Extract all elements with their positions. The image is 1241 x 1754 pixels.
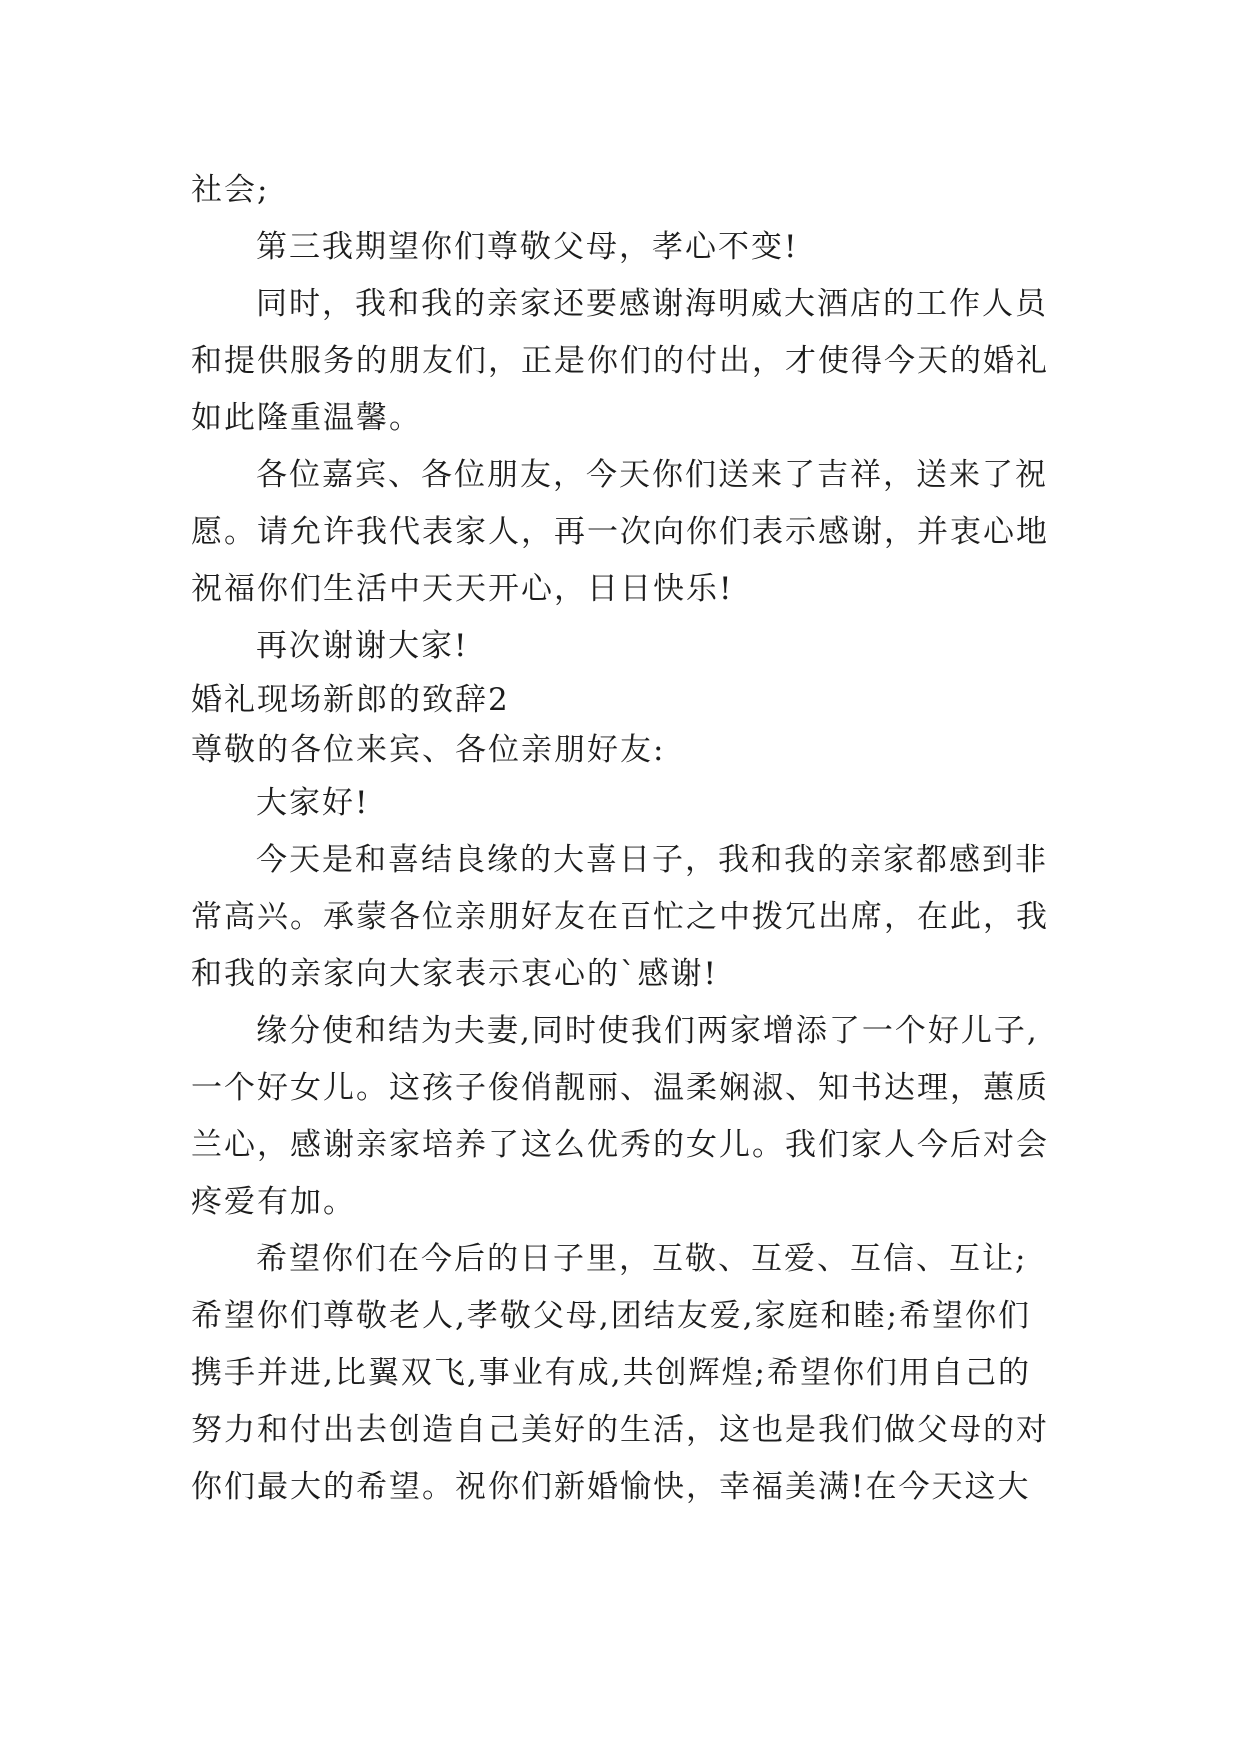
text-line: 各位嘉宾、各位朋友，今天你们送来了吉祥，送来了祝 [256,457,1048,493]
text-line: 和我的亲家向大家表示衷心的`感谢! [191,956,718,992]
text-line: 你们最大的希望。祝你们新婚愉快，幸福美满!在今天这大 [191,1469,1031,1505]
text-line: 希望你们在今后的日子里，互敬、互爱、互信、互让; [256,1241,1028,1277]
text-line: 祝福你们生活中天天开心，日日快乐! [191,571,734,607]
text-line: 努力和付出去创造自己美好的生活，这也是我们做父母的对 [191,1412,1049,1448]
text-line: 社会; [191,172,270,208]
text-line: 如此隆重温馨。 [191,400,422,436]
text-line: 和提供服务的朋友们，正是你们的付出，才使得今天的婚礼 [191,343,1049,379]
text-line: 一个好女儿。这孩子俊俏靓丽、温柔娴淑、知书达理，蕙质 [191,1070,1049,1106]
text-line: 同时，我和我的亲家还要感谢海明威大酒店的工作人员 [256,286,1048,322]
text-line: 第三我期望你们尊敬父母，孝心不变! [256,229,799,265]
text-line: 大家好! [256,785,370,821]
text-line: 兰心，感谢亲家培养了这么优秀的女儿。我们家人今后对会 [191,1127,1049,1163]
text-line: 今天是和喜结良缘的大喜日子，我和我的亲家都感到非 [256,842,1048,878]
text-line: 携手并进,比翼双飞,事业有成,共创辉煌;希望你们用自己的 [191,1355,1032,1391]
text-line: 疼爱有加。 [191,1184,356,1220]
text-line: 常高兴。承蒙各位亲朋好友在百忙之中拨冗出席，在此，我 [191,899,1049,935]
text-line: 希望你们尊敬老人,孝敬父母,团结友爱,家庭和睦;希望你们 [191,1298,1032,1334]
section-heading: 婚礼现场新郎的致辞2 [191,682,510,718]
text-line: 愿。请允许我代表家人，再一次向你们表示感谢，并衷心地 [191,514,1049,550]
text-line: 再次谢谢大家! [256,628,469,664]
text-line: 缘分使和结为夫妻,同时使我们两家增添了一个好儿子, [256,1013,1039,1049]
salutation: 尊敬的各位来宾、各位亲朋好友: [191,732,666,768]
document-body [191,162,1053,1516]
